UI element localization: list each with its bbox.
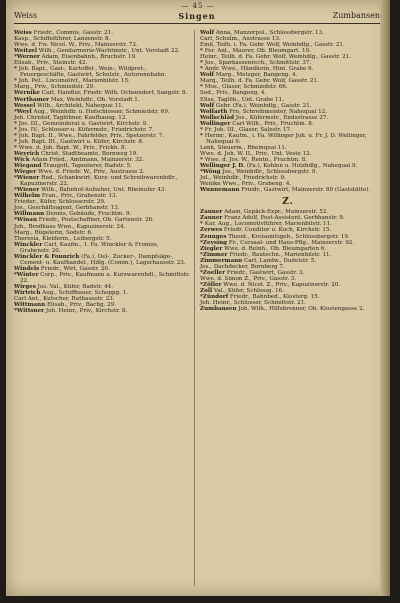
page-binding xyxy=(380,0,390,596)
page-number: — 45 — xyxy=(181,2,215,10)
entry-name: *Wöng xyxy=(200,169,221,176)
entry-details: Fran., Priv., Grabenstr. 13. xyxy=(41,193,118,200)
entry-details: Jos., Geschäftsagent, Gerbhanstr. 13. xyxy=(14,205,120,212)
entry-name: Weitzel xyxy=(14,48,37,55)
entry-details: Carl, Landw., Dudelstr. 5. xyxy=(244,257,317,264)
entry-details: Wwe. d. Friedr. W., Priv., Austrasse 2. xyxy=(38,169,145,176)
entry-name: Wessel xyxy=(14,102,36,109)
entry-details: Marq., Teilh. d. Fa. Gebr. Wolf, Gasstr. 21. xyxy=(200,78,319,85)
entry-name: Willmann xyxy=(14,211,45,218)
entry-name: Winckler & Fonnrich xyxy=(14,253,80,260)
entry-name: Wernike xyxy=(14,90,40,97)
entry-name: Wollinger xyxy=(200,120,231,127)
entry-name: * xyxy=(14,138,17,145)
directory-entry xyxy=(14,308,190,314)
entry-details: Fr. Joh. III., Glaser, Salzstr. 17. xyxy=(204,126,292,133)
entry-name: *Wittsner xyxy=(14,308,45,315)
entry-details: Dennis, Gebäude, Fruchtm. 9. xyxy=(46,211,132,218)
entry-name: * xyxy=(14,120,17,127)
entry-details: Friedr., Gastwirt, Gasstr. 3. xyxy=(226,269,305,276)
entry-details: Joh. Bapt. II., Wwe., Fahrfelder, Priv., Spetzerstr. 7. xyxy=(18,132,165,139)
right-column-z-entries xyxy=(200,209,376,312)
entry-name: * xyxy=(200,84,203,91)
entry-name: Zimmermann xyxy=(200,257,243,264)
entry-details: Corp., Priv., Kaufmann u. Kurzwarenhdl., Schmittstr. 22. xyxy=(20,271,190,284)
entry-name: *Wiener xyxy=(14,187,40,194)
entry-details: Heinr., Teilh. d. Fa. Gebr. Wolf, Weinhdlg., Gasstr. 21. xyxy=(200,54,351,61)
entry-details: Wilh., Bahnhof-Aufseher, Unt. Rheinufer 43. xyxy=(41,187,167,194)
entry-name: * xyxy=(200,60,203,67)
entry-details: Frieder., Küfer, Schlosserstr. 29. xyxy=(14,199,106,206)
directory-entry xyxy=(14,272,190,284)
entry-details: Marg., Priv., Schmiedstr. 29. xyxy=(14,84,95,91)
entry-details: Joh. Heinr., Priv., Kirchstr. 8. xyxy=(45,308,128,315)
entry-name: *Winter xyxy=(14,271,39,278)
entry-name: *Weyl xyxy=(14,108,32,115)
entry-name: Wittmann xyxy=(14,302,46,309)
entry-details: Joh. Bapt. III., Gastwirt u. Küfer, Kirchstr. 8. xyxy=(18,138,144,145)
entry-name: *Zöller xyxy=(200,281,222,288)
entry-details: Joh., Brodhaus Wwe., Kapuzinerstr. 24. xyxy=(14,223,126,230)
entry-name: Wolf xyxy=(200,30,215,36)
directory-entry xyxy=(14,66,190,78)
entry-name: Wiegand xyxy=(14,163,42,170)
entry-details: Wwe. d. Nicol. Z., Priv., Kapuzinerstr. 20. xyxy=(223,281,341,288)
entry-name: Ziegler xyxy=(200,245,223,252)
entry-details: Aug., Schiffbauer, Schoppg. 1. xyxy=(42,290,129,297)
entry-details: Adam, Eisenbahnh., Bruchstr. 19. xyxy=(41,54,137,61)
entry-name: Weyrich xyxy=(14,150,40,157)
entry-name: Zeunges xyxy=(200,233,227,240)
entry-details: Kasp., Schiffeführer, Lanzenstr. 8. xyxy=(14,36,111,43)
entry-name: Weiss xyxy=(14,30,32,36)
directory-page xyxy=(6,0,390,596)
entry-name: Wollschläd xyxy=(200,114,235,121)
entry-details: Friedr., Bautechn., Marienbilstr. 11. xyxy=(229,251,332,258)
entry-details: Wwe. d. Joh. Bapt. W., Priv., Frickh. 8. xyxy=(18,144,127,151)
entry-details: Franz Adolf, Post-Assistent, Gerbhanstr. 9. xyxy=(224,215,345,222)
entry-details: Theresia, Kleiderm., Leibergstr. 5. xyxy=(14,235,112,242)
entry-name: *Zeysing xyxy=(200,239,228,246)
entry-details: Joh. Wilh., Hilfsbrenner, Ob. Klostengasse 2. xyxy=(238,306,365,313)
entry-name: Wolf xyxy=(200,102,215,109)
entry-details: Carl Ant., Kutscher, Rathausstr. 23. xyxy=(14,296,115,303)
entry-details: Carl, Schulm., Austrasse 13. xyxy=(200,36,281,43)
entry-name: *Werner xyxy=(14,54,40,61)
entry-details: Marg., Bügelerin, Sodstr. 6. xyxy=(14,229,93,236)
entry-details: Fer. Ant., Maurer, Ob. Bleumgart. 19. xyxy=(204,48,311,55)
entry-details: Max, Weinhdlr., Ob. Vorstadt 1. xyxy=(50,96,140,103)
entry-name: * xyxy=(14,132,17,139)
entry-name: * xyxy=(200,132,203,139)
directory-entry xyxy=(14,175,190,187)
entry-details: Christ. Stadtbeamte, Bornweg 19. xyxy=(40,150,138,157)
entry-details: Jos. Val., Küfer, Badstr. 44. xyxy=(37,283,114,290)
entry-details: Adam, Gepäck-Expr., Mainzerstr. 52. xyxy=(224,209,329,216)
entry-details: Carl, Handler, Friedr. Wilh. Ochsendorf, Sangstr. 8. xyxy=(41,90,188,97)
entry-details: Friedr., Commis, Gasstr. 21. xyxy=(33,30,113,36)
right-column xyxy=(200,30,376,590)
entry-details: Jos., Küfermstr., Endsstrasse 27. xyxy=(235,114,329,121)
entry-details: Wenike Wwe., Priv., Grabeng. 4. xyxy=(200,181,292,188)
entry-details: Mos., Glaser, Schmiedstr. 66. xyxy=(204,84,288,91)
entry-name: * xyxy=(14,126,17,133)
entry-details: Friedr., Wirt, Gasstr. 20. xyxy=(40,265,110,272)
entry-details: Wwe. d. Reinh., Ob. Bleumgarten 6. xyxy=(224,245,327,252)
entry-name: *Winau xyxy=(14,217,37,224)
entry-name: Windels xyxy=(14,265,40,272)
entry-name: * xyxy=(200,156,203,163)
entry-details: Anna, Manzerpol., Schlossbergstr. 13. xyxy=(215,30,324,36)
entry-details: Aug., Weinhdlr. u. Hofschlosser, Schmiedstr. 69. xyxy=(33,108,170,115)
entry-name: Wolfarth xyxy=(200,108,228,115)
header-right: Zumbansen xyxy=(332,11,380,20)
entry-name: Winckler xyxy=(14,241,43,248)
entry-details: Fr., Cursaal- und Haus-Pflg., Mainzerstr. 92. xyxy=(228,239,355,246)
entry-details: Wwe. d. Jos. W., Rentn., Fruchtm. 8. xyxy=(204,156,308,163)
entry-details: Wilh., Gendarmerie-Wachtmstr., Unt. Vorstadt 22. xyxy=(38,48,180,55)
directory-entry xyxy=(200,133,376,145)
entry-details: Carl, Kaufm., 1. Fa. Winckler & Fronius, Grabenstr. 20. xyxy=(20,241,159,254)
entry-details: Carl Wilh., Priv., Fruchtm. 8. xyxy=(232,120,314,127)
entry-details: Wilh., Architekt, Nahequai 11. xyxy=(37,102,124,109)
entry-name: Zerwes xyxy=(200,227,223,234)
entry-name: Wellinger J. D. xyxy=(200,163,245,170)
entry-details: Elisab., Priv., Bachg. 29. xyxy=(46,302,116,309)
entry-name: * xyxy=(200,48,203,55)
header-title: Singen xyxy=(178,11,216,21)
entry-details: Gebr. (Fa.), Weinhdlg., Gasstr. 21. xyxy=(215,102,312,109)
entry-details: (Fa.), Kohlen u. Holzhdlg., Nahequai 9. xyxy=(246,163,358,170)
entry-name: * xyxy=(200,126,203,133)
entry-details: Wwe. d. Joh. W. II., Priv., Unt. Veste 12. xyxy=(200,150,312,157)
entry-details: Fro, Schreibmeister, Nahequai 12. xyxy=(229,108,328,115)
entry-details: Friedr. Conditor u. Koch, Kirchstr. 15. xyxy=(223,227,332,234)
entry-details: Jos., Sparkassenrech., Schmittstr. 37. xyxy=(204,60,312,67)
entry-name: Wunnemann xyxy=(200,187,240,194)
entry-details: Joh. Bapt., Gast-, Kartoffel-, Wein-, Wildpret-, Feuergeschäfte, Gastwirt, Schulstr., Autorennbahn. xyxy=(18,66,167,79)
entry-name: Werthamer xyxy=(14,96,50,103)
directory-entry xyxy=(200,306,376,312)
entry-details: Friedr., Bahnbed., Klosterg. 15. xyxy=(229,293,320,300)
entry-details: Andr. Wwe., Händlerin, Hint. Grabe 6. xyxy=(204,66,314,73)
entry-name: *Zoeller xyxy=(200,269,226,276)
entry-details: Elisab., Priv., Steinstr. 42. xyxy=(14,60,88,67)
entry-name: Zauner xyxy=(200,209,223,216)
directory-entry xyxy=(14,242,190,254)
entry-name: Zoll xyxy=(200,287,213,294)
entry-details: Marg., Metzger, Bangeng. 4. xyxy=(215,72,298,79)
entry-details: Rud., Schankwirt, Kurz- und Schreibwarenhdlr., Kapuzinerstr. 22. xyxy=(20,175,178,188)
running-header xyxy=(14,11,380,24)
entry-name: Wolf xyxy=(200,72,215,79)
right-column-w-entries xyxy=(200,30,376,193)
entry-details: Lenk, Steuerm., Rheinquai 11. xyxy=(200,144,287,151)
entry-name: * xyxy=(200,221,203,228)
entry-name: * xyxy=(200,66,203,73)
entry-name: * xyxy=(14,78,17,85)
entry-details: Adam Fried., Amtmann, Mainzerstr. 32. xyxy=(31,156,144,163)
entry-name: Wirges xyxy=(14,283,36,290)
entry-details: Wwe. d. Fw. Nicol. W., Priv., Mainzerstr. 72. xyxy=(14,42,138,49)
entry-name: Zumbansen xyxy=(200,306,237,313)
entry-details: Joh. Christof, Taglöhner, Kaufhausg. 12. xyxy=(14,114,128,121)
entry-name: Wick xyxy=(14,156,30,163)
entry-details: Kar. Aug., Locomotivführer, Marienbilstr. 11. xyxy=(204,221,332,228)
entry-details: Friedr., Gastwirt, Mainzerstr. 80 (Gaststätte). xyxy=(241,187,371,194)
entry-details: Theod., Kreisamtsgeh., Schlossbergstr. 19. xyxy=(228,233,350,240)
entry-name: Wilhelm xyxy=(14,193,41,200)
entry-details: Joh. Heinr., Schlosser, Schmittstr. 21. xyxy=(200,300,306,307)
section-letter: Z. xyxy=(282,197,294,208)
left-column xyxy=(14,30,190,590)
entry-details: Jos. III., Gemeinderat u. Gastwirt, Kirchstr. 9. xyxy=(18,120,149,127)
entry-name: Wieger xyxy=(14,169,37,176)
entry-details: Jos., Dachdecker, Bornberg 7. xyxy=(200,263,285,270)
entry-name: *Wiener xyxy=(14,175,40,182)
entry-details: Sod., Priv., Bangeng. 4. xyxy=(200,90,267,97)
entry-details: Traugott, Tapezierer, Badstr. 5. xyxy=(43,163,132,170)
entry-details: Wwe. d. Simon Z., Priv., Gasstr. 3. xyxy=(200,275,297,282)
entry-details: Jul., Weinhdlr., Friedrichstr. 9. xyxy=(200,175,286,182)
entry-details: Emil, Teilh. i. Fa. Gebr. Wolf, Weinhdlg., Gasstr. 21. xyxy=(200,42,345,49)
entry-details: Val., Küfer, Schlossg. 16. xyxy=(213,287,284,294)
directory-entry xyxy=(14,254,190,266)
entry-details: (Fa.), Oel-, Zucker-, Dampfsäge-, Cement- u. Kaufhandel., Hdlg. (Comm.), Lagerhausstr. 23. xyxy=(20,253,186,266)
entry-details: Friedr., Postschaffner, Ob. Gartenstr. 26. xyxy=(38,217,154,224)
column-divider xyxy=(194,30,195,586)
entry-details: Elise, Taglöh., Unt. Grabe 11. xyxy=(200,96,284,103)
entry-name: *Zündorf xyxy=(200,293,229,300)
entry-name: * xyxy=(14,66,17,73)
entry-details: Hermr., Kaufm., i. Fa. Willinger Joh. u. Fr. J. D. Wellinger, Nahequai 9. xyxy=(204,132,367,145)
entry-name: Zauner xyxy=(200,215,223,222)
entry-name: Wirtrich xyxy=(14,290,41,297)
entry-details: Jos. IV., Schlosser-u. Küfermstr., Friedrichstr. 7. xyxy=(18,126,154,133)
entry-name: *Zimmer xyxy=(200,251,228,258)
entry-details: Jos., Weinhdlr., Schlossbergstr. 9. xyxy=(222,169,318,176)
entry-name: * xyxy=(14,144,17,151)
directory-entry xyxy=(200,187,376,193)
entry-details: Joh. Pet., Locomotivf., Marienbilstr. 15. xyxy=(18,78,130,85)
header-left: Weiss xyxy=(14,11,38,20)
